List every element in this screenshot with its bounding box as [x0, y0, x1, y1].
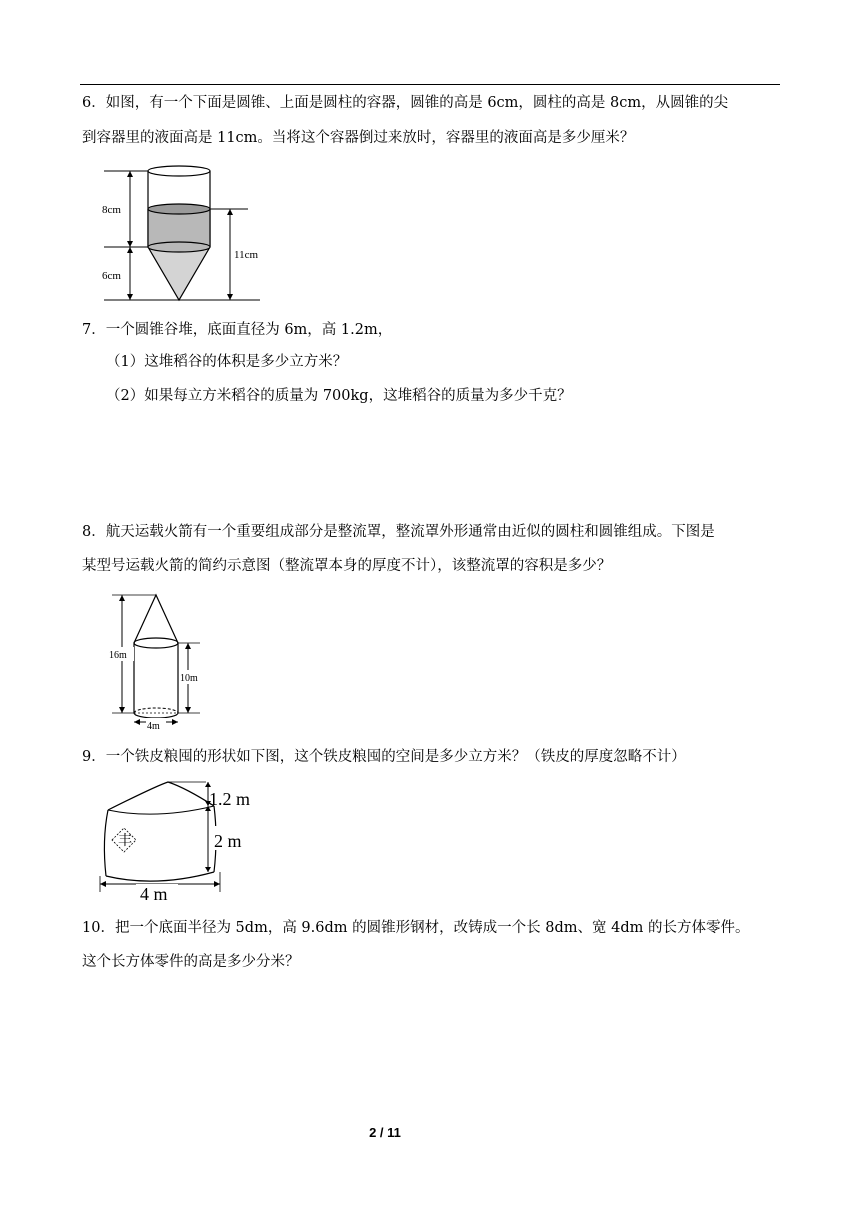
q9-text-line1: 9．一个铁皮粮囤的形状如下图，这个铁皮粮囤的空间是多少立方米？（铁皮的厚度忽略不计） [82, 749, 686, 765]
q8-label-diameter: 4m [147, 721, 160, 732]
q10-text-line2: 这个长方体零件的高是多少分米？ [82, 954, 300, 970]
q6-text-line1: 6．如图，有一个下面是圆锥、上面是圆柱的容器，圆锥的高是 6cm，圆柱的高是 8cm，从圆锥的尖 [82, 95, 729, 111]
q8-text-line1: 8．航天运载火箭有一个重要组成部分是整流罩，整流罩外形通常由近似的圆柱和圆锥组成。下图是 [82, 524, 715, 540]
q6-label-cone-height: 6cm [102, 270, 121, 282]
header-rule [80, 84, 780, 85]
page-number: 2 / 11 [369, 1125, 401, 1140]
q9-label-diameter: 4 m [140, 884, 168, 904]
q6-label-liquid-height: 11cm [234, 249, 259, 261]
q6-container-figure [98, 163, 270, 305]
q9-emblem: 丰 [118, 834, 132, 849]
q8-rocket-fairing-figure [108, 591, 208, 733]
q9-granary-figure [96, 780, 266, 904]
q8-label-cylinder-height: 10m [180, 673, 198, 684]
q7-text-line1: 7．一个圆锥谷堆，底面直径为 6m，高 1.2m， [82, 322, 393, 338]
q6-label-cylinder-height: 8cm [102, 204, 121, 216]
q9-label-cylinder-height: 2 m [214, 831, 242, 851]
q6-text-line2: 到容器里的液面高是 11cm。当将这个容器倒过来放时，容器里的液面高是多少厘米？ [82, 130, 635, 146]
q7-part2: （2）如果每立方米稻谷的质量为 700kg，这堆稻谷的质量为多少千克？ [106, 388, 572, 404]
q9-label-cone-height: 1.2 m [209, 789, 251, 809]
q10-text-line1: 10．把一个底面半径为 5dm，高 9.6dm 的圆锥形钢材，改铸成一个长 8dm、宽 4dm 的长方体零件。 [82, 920, 750, 936]
q8-text-line2: 某型号运载火箭的简约示意图（整流罩本身的厚度不计），该整流罩的容积是多少？ [82, 558, 612, 574]
q8-label-total-height: 16m [109, 650, 127, 661]
q7-part1: （1）这堆稻谷的体积是多少立方米？ [106, 354, 348, 370]
